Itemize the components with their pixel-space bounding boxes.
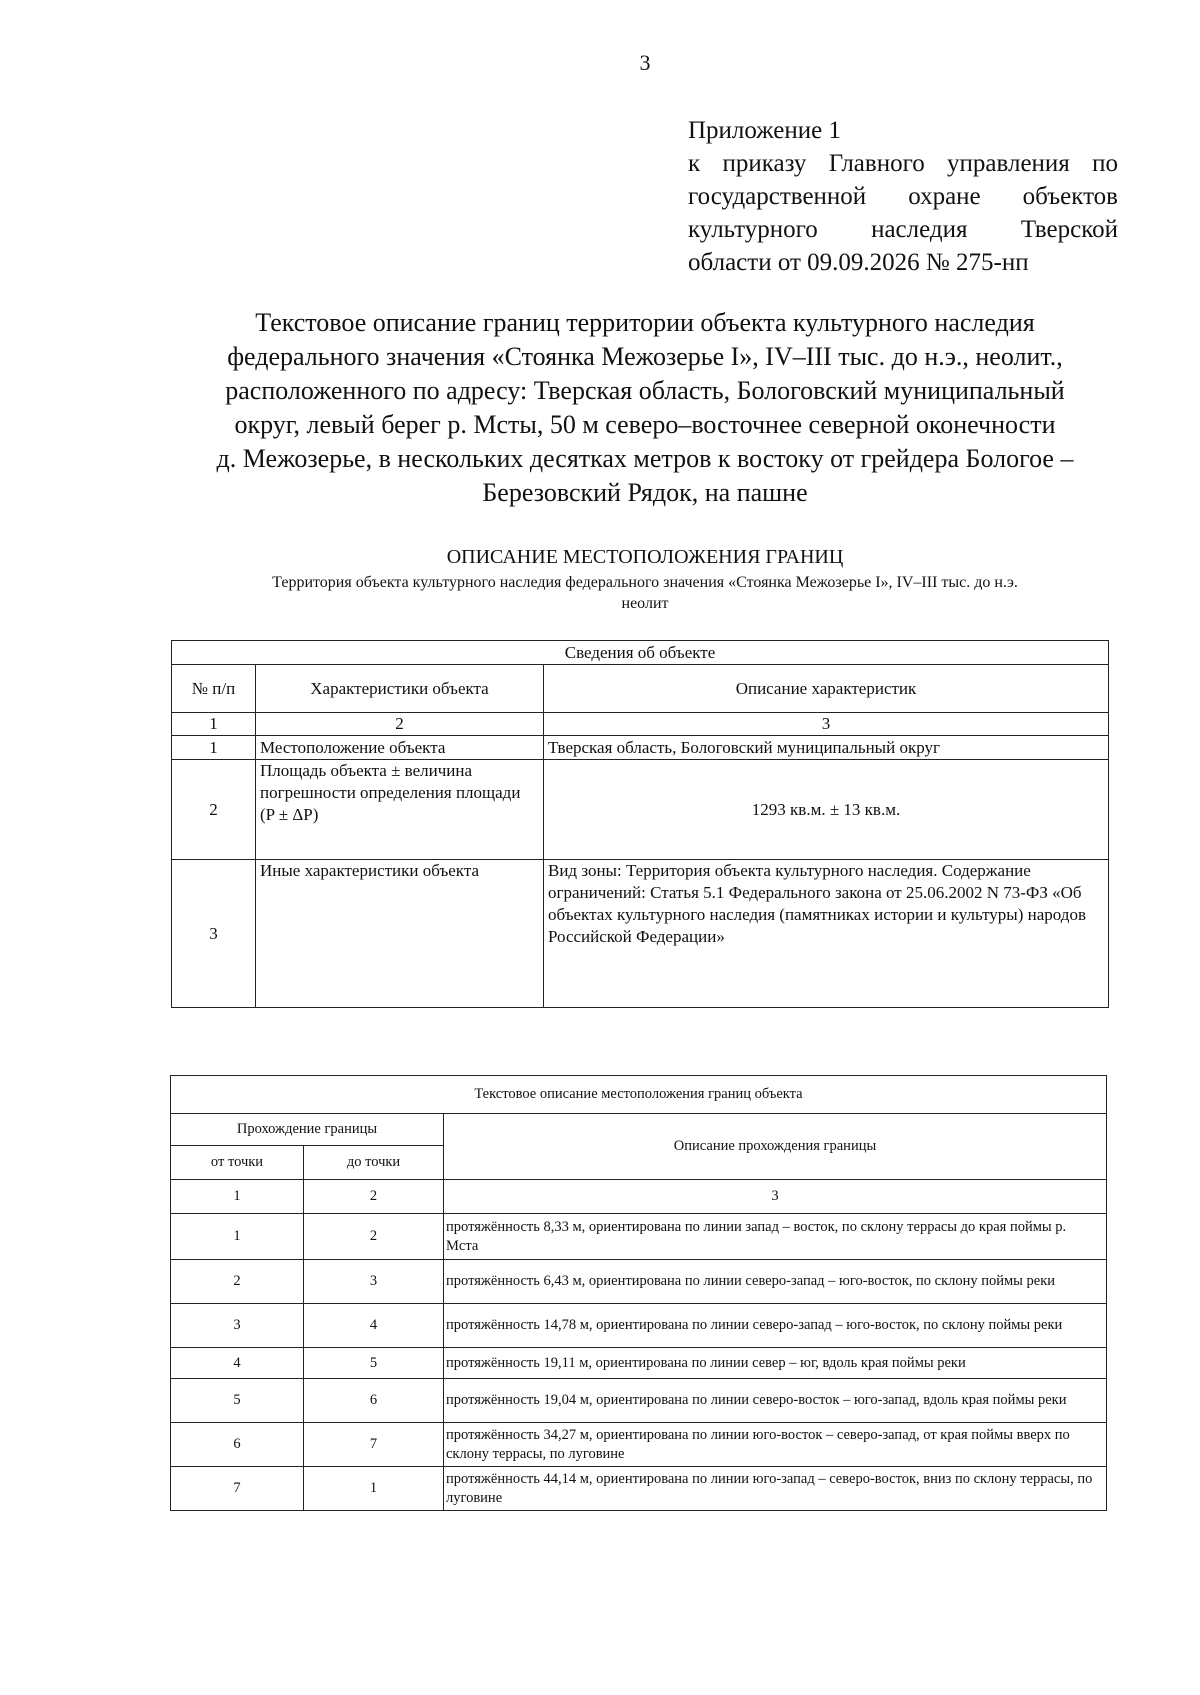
document-title xyxy=(150,306,1140,510)
from-point: 2 xyxy=(171,1260,304,1304)
table-row xyxy=(172,860,1109,1008)
title-line: федерального значения «Стоянка Межозерье I», IV–III тыс. до н.э., неолит., xyxy=(227,342,1063,371)
segment-description: протяжённость 8,33 м, ориентирована по линии запад – восток, по склону террасы до края поймы р. Мста xyxy=(444,1214,1107,1260)
column-number: 3 xyxy=(544,713,1109,736)
from-point: 1 xyxy=(171,1214,304,1260)
to-point: 5 xyxy=(304,1348,444,1379)
title-line: округ, левый берег р. Мсты, 50 м северо–восточнее северной оконечности xyxy=(234,410,1056,439)
segment-description: протяжённость 6,43 м, ориентирована по линии северо-запад – юго-восток, по склону поймы реки xyxy=(444,1260,1107,1304)
column-number: 1 xyxy=(172,713,256,736)
segment-description: протяжённость 19,11 м, ориентирована по линии север – юг, вдоль края поймы реки xyxy=(444,1348,1107,1379)
table-row xyxy=(171,1348,1107,1379)
title-line: расположенного по адресу: Тверская область, Бологовский муниципальный xyxy=(225,376,1065,405)
characteristic-desc: 1293 кв.м. ± 13 кв.м. xyxy=(544,760,1109,860)
segment-description: протяжённость 44,14 м, ориентирована по линии юго-запад – северо-восток, вниз по склону террасы, по луговине xyxy=(444,1467,1107,1511)
row-number: 1 xyxy=(172,736,256,760)
appendix-line: государственной охране объектов xyxy=(688,183,1118,210)
from-point: 4 xyxy=(171,1348,304,1379)
appendix-block xyxy=(688,114,1118,279)
characteristic-name: Площадь объекта ± величина погрешности определения площади (P ± ΔP) xyxy=(256,760,544,860)
column-header: от точки xyxy=(171,1146,304,1180)
from-point: 5 xyxy=(171,1379,304,1423)
appendix-line: области от 09.09.2026 № 275-нп xyxy=(688,249,1029,276)
column-header: до точки xyxy=(304,1146,444,1180)
segment-description: протяжённость 14,78 м, ориентирована по линии северо-запад – юго-восток, по склону поймы реки xyxy=(444,1304,1107,1348)
to-point: 3 xyxy=(304,1260,444,1304)
appendix-line: культурного наследия Тверской xyxy=(688,216,1118,243)
characteristic-name: Иные характеристики объекта xyxy=(256,860,544,1008)
table-row xyxy=(172,736,1109,760)
to-point: 7 xyxy=(304,1423,444,1467)
to-point: 6 xyxy=(304,1379,444,1423)
column-header: № п/п xyxy=(172,665,256,713)
from-point: 3 xyxy=(171,1304,304,1348)
title-line: д. Межозерье, в нескольких десятках метров к востоку от грейдера Бологое – xyxy=(216,444,1074,473)
section-subtitle xyxy=(160,572,1130,614)
to-point: 4 xyxy=(304,1304,444,1348)
table-row xyxy=(172,760,1109,860)
table-caption: Текстовое описание местоположения границ объекта xyxy=(171,1076,1107,1114)
section-title: ОПИСАНИЕ МЕСТОПОЛОЖЕНИЯ ГРАНИЦ xyxy=(446,546,844,568)
to-point: 1 xyxy=(304,1467,444,1511)
characteristic-desc: Тверская область, Бологовский муниципальный округ xyxy=(544,736,1109,760)
from-point: 6 xyxy=(171,1423,304,1467)
title-line: Текстовое описание границ территории объекта культурного наследия xyxy=(255,308,1035,337)
to-point: 2 xyxy=(304,1214,444,1260)
characteristic-name: Местоположение объекта xyxy=(256,736,544,760)
row-number: 3 xyxy=(172,860,256,1008)
table-row xyxy=(171,1467,1107,1511)
title-line: Березовский Рядок, на пашне xyxy=(482,478,808,507)
row-number: 2 xyxy=(172,760,256,860)
page-number: 3 xyxy=(639,50,651,75)
subtitle-line: неолит xyxy=(621,595,669,612)
appendix-line: к приказу Главного управления по xyxy=(688,150,1118,177)
table-row xyxy=(171,1214,1107,1260)
boundary-description-table xyxy=(170,1075,1107,1511)
column-number: 3 xyxy=(444,1180,1107,1214)
table-row xyxy=(171,1304,1107,1348)
column-number: 2 xyxy=(256,713,544,736)
table-row xyxy=(171,1379,1107,1423)
group-header: Прохождение границы xyxy=(171,1114,444,1146)
column-number: 1 xyxy=(171,1180,304,1214)
appendix-title: Приложение 1 xyxy=(688,117,841,144)
subtitle-line: Территория объекта культурного наследия федерального значения «Стоянка Межозерье I», IV–III тыс. до н.э. xyxy=(272,574,1018,591)
column-header: Описание прохождения границы xyxy=(444,1114,1107,1180)
table-row xyxy=(171,1423,1107,1467)
segment-description: протяжённость 34,27 м, ориентирована по линии юго-восток – северо-запад, от края поймы вверх по склону террасы, по луговине xyxy=(444,1423,1107,1467)
column-header: Характеристики объекта xyxy=(256,665,544,713)
column-header: Описание характеристик xyxy=(544,665,1109,713)
segment-description: протяжённость 19,04 м, ориентирована по линии северо-восток – юго-запад, вдоль края поймы реки xyxy=(444,1379,1107,1423)
object-info-table xyxy=(171,640,1109,1008)
table-caption: Сведения об объекте xyxy=(172,641,1109,665)
from-point: 7 xyxy=(171,1467,304,1511)
table-row xyxy=(171,1260,1107,1304)
column-number: 2 xyxy=(304,1180,444,1214)
characteristic-desc: Вид зоны: Территория объекта культурного наследия. Содержание ограничений: Статья 5.1 Федерального закона от 25.06.2002 N 73-ФЗ «Об объектах культурного наследия (памятниках истории и культуры) народов Российской Федерации» xyxy=(544,860,1109,1008)
